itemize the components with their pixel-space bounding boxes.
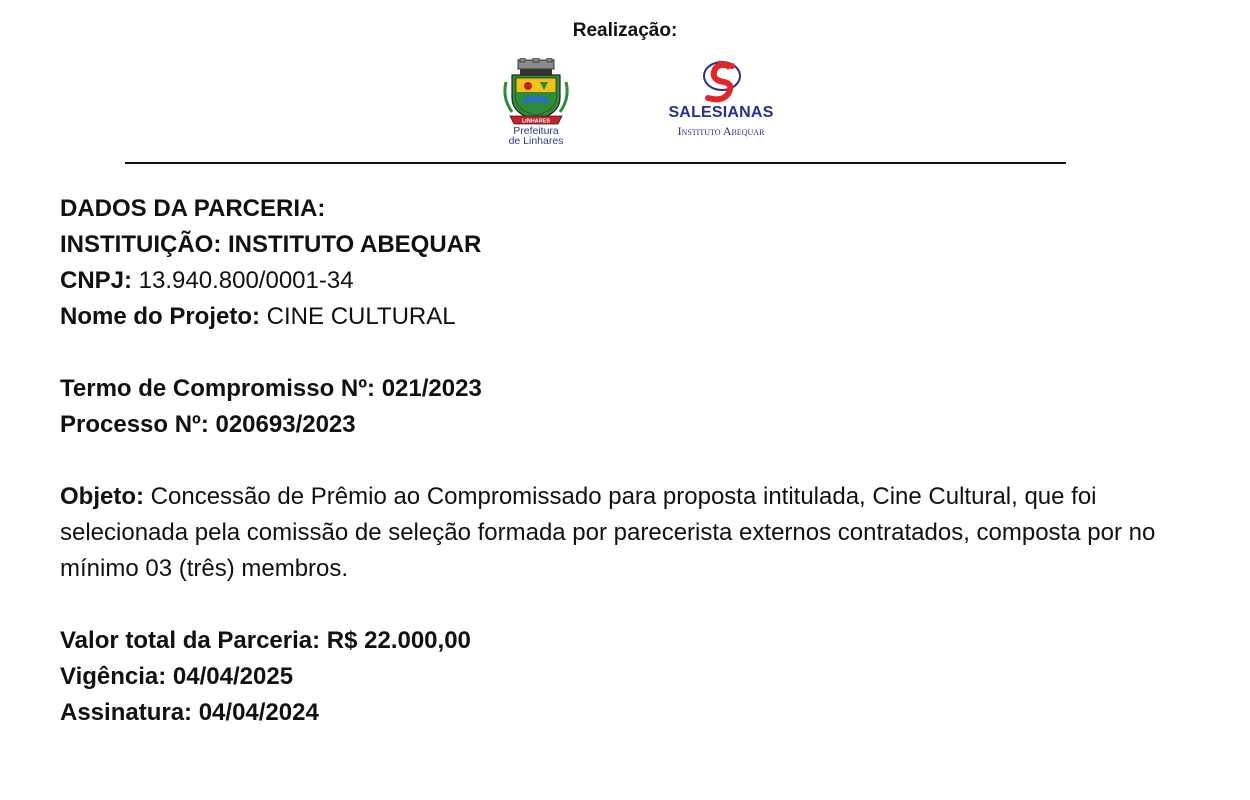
cnpj-label: CNPJ: xyxy=(60,267,133,294)
header-title: Realização: xyxy=(572,20,678,41)
spacer xyxy=(60,335,1190,371)
header-divider xyxy=(125,162,1066,164)
cnpj-line xyxy=(60,263,1190,299)
objeto-value: Concessão de Prêmio ao Compromissado para proposta intitulada, Cine Cultural, que foi selecionada pela comissão de seleção formada por parecerista externos contratados, composta por no mínimo 03 (três) membros. xyxy=(60,483,1156,582)
termo-line: Termo de Compromisso Nº: 021/2023 xyxy=(60,375,482,402)
projeto-line xyxy=(60,299,1190,335)
linhares-crest-icon xyxy=(500,58,572,126)
linhares-caption xyxy=(500,126,572,146)
section-title: DADOS DA PARCERIA: xyxy=(60,195,326,222)
salesianas-logo xyxy=(662,60,780,144)
spacer xyxy=(60,587,1190,623)
cnpj-value: 13.940.800/0001-34 xyxy=(132,267,354,294)
vigencia-line: Vigência: 04/04/2025 xyxy=(60,663,294,690)
prefeitura-linhares-logo xyxy=(500,58,572,152)
linhares-caption-line1: Prefeitura xyxy=(513,125,559,137)
projeto-value: CINE CULTURAL xyxy=(260,303,456,330)
salesianas-subtitle: Instituto Abequar xyxy=(677,124,765,138)
instituicao-line: INSTITUIÇÃO: INSTITUTO ABEQUAR xyxy=(60,231,482,258)
objeto-label: Objeto: xyxy=(60,483,144,510)
spacer xyxy=(60,443,1190,479)
projeto-label: Nome do Projeto: xyxy=(60,303,261,330)
linhares-caption-line2: de Linhares xyxy=(508,135,564,147)
crest-banner-text: LINHARES xyxy=(521,118,551,125)
valor-line: Valor total da Parceria: R$ 22.000,00 xyxy=(60,627,471,654)
salesianas-brand: SALESIANAS xyxy=(668,104,774,121)
objeto-paragraph xyxy=(60,479,1190,587)
document-body xyxy=(60,191,1190,731)
salesianas-s-emblem-icon xyxy=(662,60,780,106)
processo-line: Processo Nº: 020693/2023 xyxy=(60,411,356,438)
assinatura-line: Assinatura: 04/04/2024 xyxy=(60,699,319,726)
